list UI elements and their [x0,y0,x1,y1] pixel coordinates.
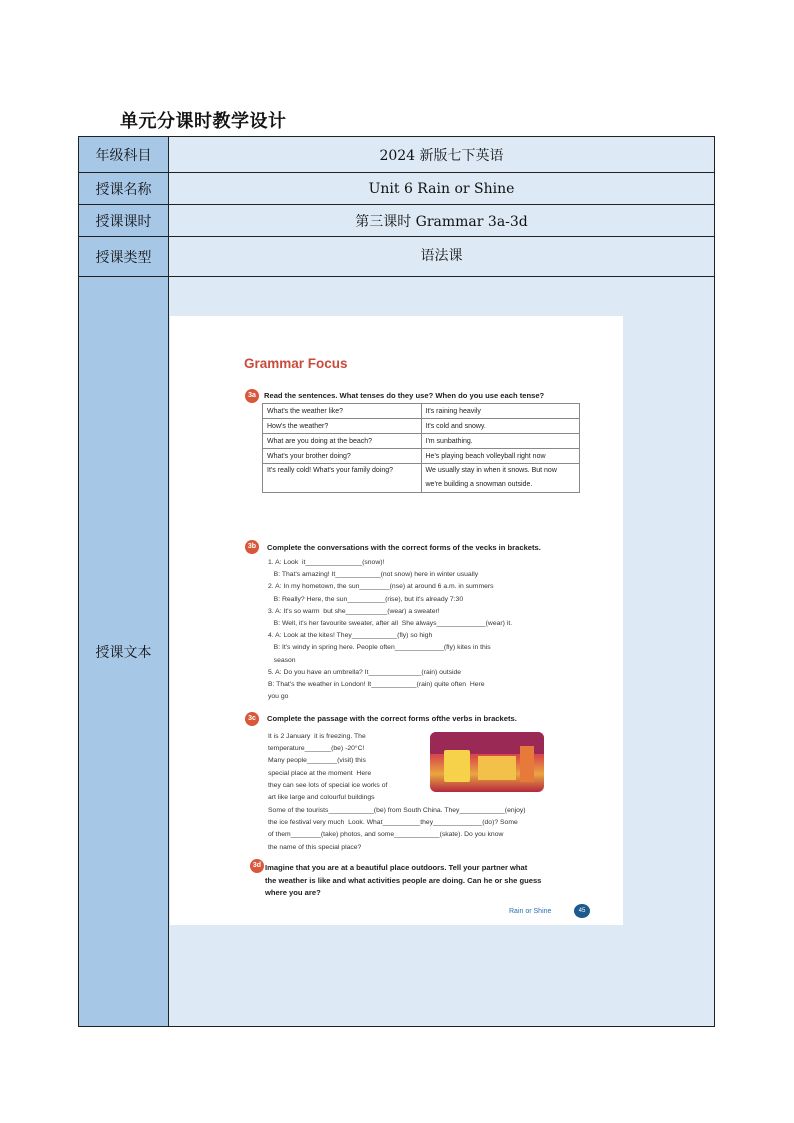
section-3c-passage-left: It is 2 January it is freezing. The temperature_______(be) -20°C! Many people________(visit) this special place at the moment Here they can see lots of special ice works of art like large and colourful buildings [268,733,388,802]
question-cell: It's really cold! What's your family doing? [263,464,422,493]
section-badge-3a: 3a [245,389,259,403]
row-value-lesson-name: Unit 6 Rain or Shine [169,173,715,205]
ice-festival-photo [430,732,544,792]
question-cell: What's your brother doing? [263,449,422,464]
table-row [263,404,580,419]
section-3c-instruction: Complete the passage with the correct forms ofthe verbs in brackets. [267,714,517,723]
question-cell: How's the weather? [263,419,422,434]
answer-cell: I'm sunbathing. [421,434,580,449]
row-value-lesson-period: 第三课时 Grammar 3a-3d [169,205,715,237]
section-3b-instruction: Complete the conversations with the correct forms of the vecks in brackets. [267,543,541,552]
question-cell: What's the weather like? [263,404,422,419]
section-3c-passage-full: Some of the tourists____________(be) from South China. They____________(enjoy) the ice festival very much Look. What__________they_____________(do)? Some of them________(take) photos, and some____________(skate). Do you know the name of this special place? [268,807,526,851]
grammar-table [262,403,580,493]
table-row [263,464,580,493]
table-row [79,237,715,277]
running-title: Rain or Shine [509,908,552,915]
page-number: 45 [574,904,590,918]
table-row [79,173,715,205]
row-value-lesson-type: 语法课 [169,237,715,277]
row-value-grade-subject: 2024 新版七下英语 [169,137,715,173]
row-label-lesson-text: 授课文本 [79,277,169,1027]
section-3a-instruction: Read the sentences. What tenses do they use? When do you use each tense? [264,391,545,400]
question-cell: What are you doing at the beach? [263,434,422,449]
answer-cell: We usually stay in when it snows. But now we're building a snowman outside. [421,464,580,493]
row-label-grade-subject: 年级科目 [79,137,169,173]
table-row [79,137,715,173]
row-label-lesson-name: 授课名称 [79,173,169,205]
row-label-lesson-type: 授课类型 [79,237,169,277]
section-badge-3c: 3c [245,712,259,726]
ice-sculpture [520,746,534,782]
answer-cell: It's cold and snowy. [421,419,580,434]
table-row [263,419,580,434]
table-row [263,434,580,449]
section-3d-instruction: Imagine that you are at a beautiful place outdoors. Tell your partner what the weather is like and what activities people are doing. Can he or she guess where you are? [265,863,542,897]
table-row [263,449,580,464]
ice-sculpture [478,756,516,780]
section-3b-exercise: 1. A: Look it_______________(snow)! B: That's amazing! It____________(not snow) here in winter usually 2. A: In my hometown, the sun________(nse) at around 6 a.m. in summers B: Really? Here, the sun__________(rise), but it's already 7:30 3. A: It's so warm but she___________(wear) a sweater! B: Well, it's her favourite sweater, after all She always_____________(wear) it. 4. A: Look at the kites! They____________(fly) so high B: It's windy in spring here. People often_____________(fly) kites in this season 5. A: Do you have an umbrella? It______________(rain) outside B: That's the weather in London! It____________(rain) quite often Here you go [268,559,513,701]
answer-cell: He's playing beach volleyball right now [421,449,580,464]
grammar-focus-heading: Grammar Focus [244,356,348,371]
section-badge-3b: 3b [245,540,259,554]
row-label-lesson-period: 授课课时 [79,205,169,237]
table-row [79,205,715,237]
answer-cell: It's raining heavily [421,404,580,419]
document-title: 单元分课时教学设计 [120,111,287,132]
textbook-page-image [170,316,623,925]
section-badge-3d: 3d [250,859,264,873]
ice-sculpture [444,750,470,782]
